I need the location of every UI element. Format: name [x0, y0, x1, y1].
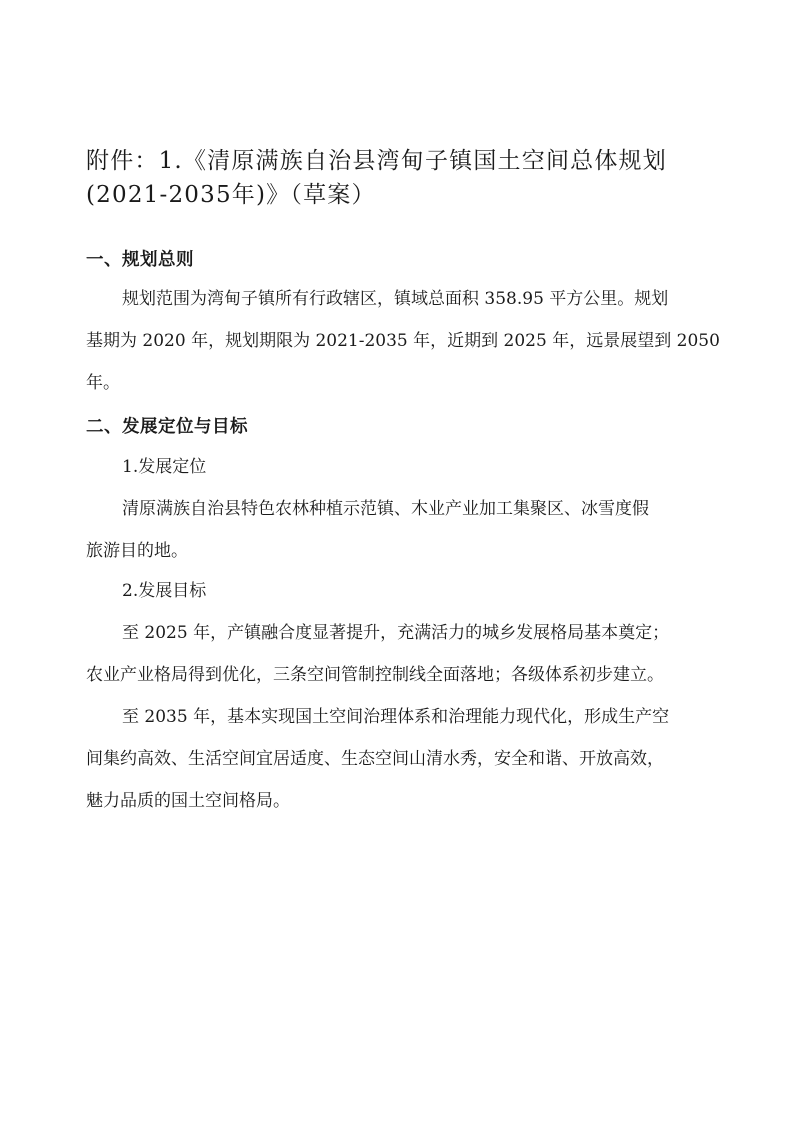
paragraph-line: 至 2035 年，基本实现国土空间治理体系和治理能力现代化，形成生产空	[122, 707, 670, 727]
section-heading-positioning-goals: 二、发展定位与目标	[86, 417, 248, 437]
paragraph-scope	[86, 278, 718, 404]
paragraph-goal-2025	[86, 612, 718, 696]
paragraph-line: 至 2025 年，产镇融合度显著提升，充满活力的城乡发展格局基本奠定；	[122, 623, 670, 643]
section-heading-general: 一、规划总则	[86, 250, 194, 270]
title-line-2: (2021-2035年)》（草案）	[86, 182, 376, 208]
paragraph-line: 基期为 2020 年，规划期限为 2021-2035 年，近期到 2025 年，远景展望到 2050	[86, 331, 720, 351]
paragraph-goal-2035	[86, 696, 718, 822]
paragraph-line: 农业产业格局得到优化，三条空间管制控制线全面落地；各级体系初步建立。	[86, 665, 664, 685]
paragraph-line: 魅力品质的国土空间格局。	[86, 791, 290, 811]
paragraph-line: 清原满族自治县特色农林种植示范镇、木业产业加工集聚区、冰雪度假	[122, 499, 649, 519]
subsection-title-positioning: 1.发展定位	[122, 457, 207, 477]
paragraph-line: 年。	[86, 373, 120, 393]
paragraph-line: 旅游目的地。	[86, 541, 188, 561]
document-title	[86, 144, 716, 212]
paragraph-line: 间集约高效、生活空间宜居适度、生态空间山清水秀，安全和谐、开放高效，	[86, 749, 664, 769]
paragraph-positioning	[86, 488, 718, 572]
paragraph-line: 规划范围为湾甸子镇所有行政辖区，镇域总面积 358.95 平方公里。规划	[122, 289, 669, 309]
subsection-title-goals: 2.发展目标	[122, 581, 207, 601]
title-line-1: 附件：1.《清原满族自治县湾甸子镇国土空间总体规划	[86, 148, 667, 174]
